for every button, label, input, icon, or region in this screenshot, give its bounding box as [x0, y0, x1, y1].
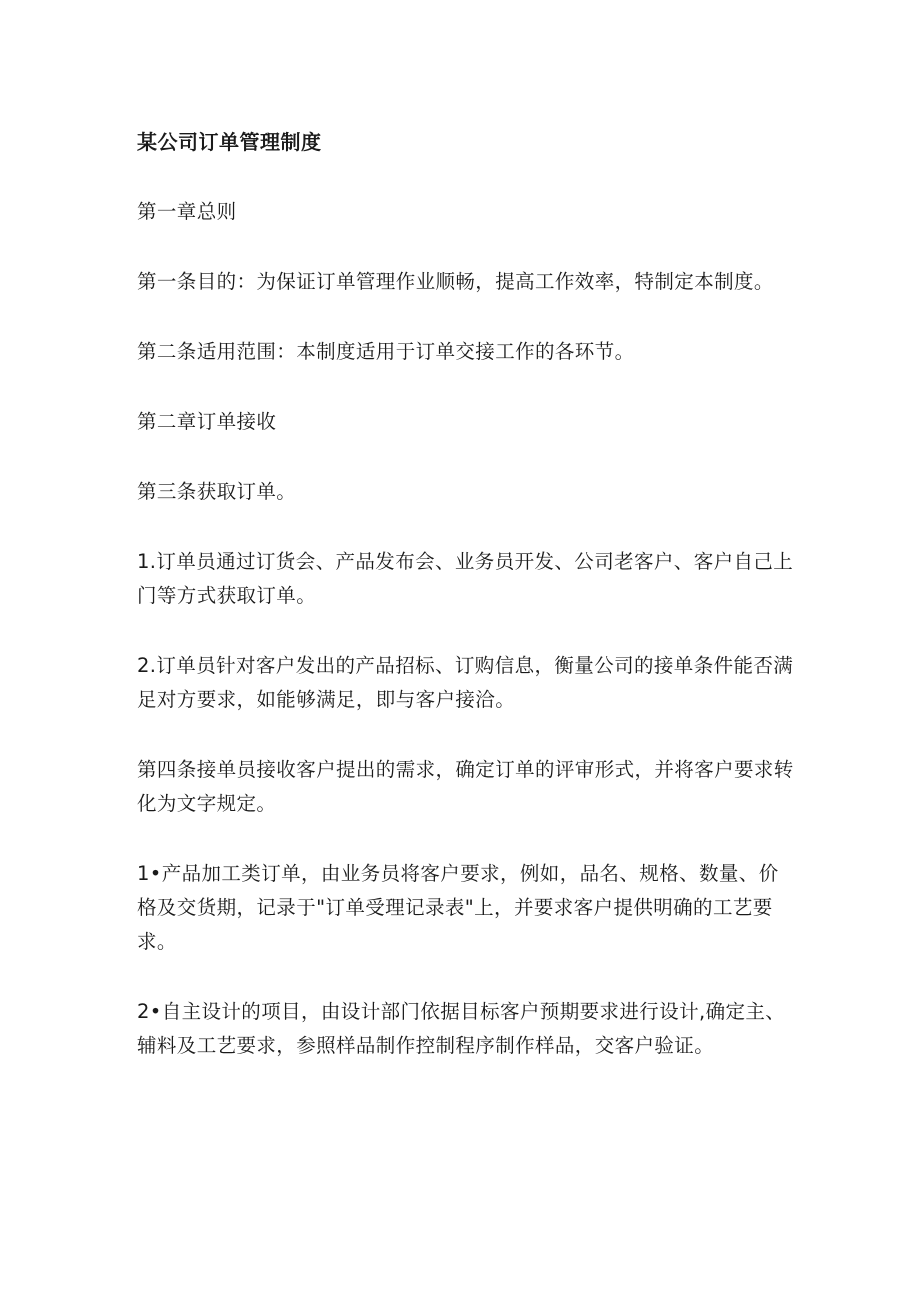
document-body: [137, 125, 797, 1063]
article-4-requirements: 第四条接单员接收客户提出的需求，确定订单的评审形式，并将客户要求转化为文字规定。: [137, 758, 794, 815]
article-3-item-2: 2.订单员针对客户发出的产品招标、订购信息，衡量公司的接单条件能否满足对方要求，如能够满足，即与客户接洽。: [137, 654, 794, 711]
article-2-scope: 第二条适用范围：本制度适用于订单交接工作的各环节。: [137, 340, 635, 363]
chapter-heading-order-receipt: 第二章订单接收: [137, 410, 277, 433]
document-title: 某公司订单管理制度: [137, 130, 322, 154]
article-3-obtain-orders: 第三条获取订单。: [137, 480, 297, 503]
article-1-purpose: 第一条目的：为保证订单管理作业顺畅，提高工作效率，特制定本制度。: [137, 270, 774, 293]
article-4-item-1: 1•产品加工类订单，由业务员将客户要求，例如，品名、规格、数量、价格及交货期，记录于"订单受理记录表"上，并要求客户提供明确的工艺要求。: [137, 862, 779, 953]
article-4-item-2: 2•自主设计的项目，由设计部门依据目标客户预期要求进行设计,确定主、辅料及工艺要求，参照样品制作控制程序制作样品，交客户验证。: [137, 1000, 786, 1057]
article-3-item-1: 1.订单员通过订货会、产品发布会、业务员开发、公司老客户、客户自己上门等方式获取订单。: [137, 550, 794, 607]
chapter-heading-general: 第一章总则: [137, 200, 237, 223]
